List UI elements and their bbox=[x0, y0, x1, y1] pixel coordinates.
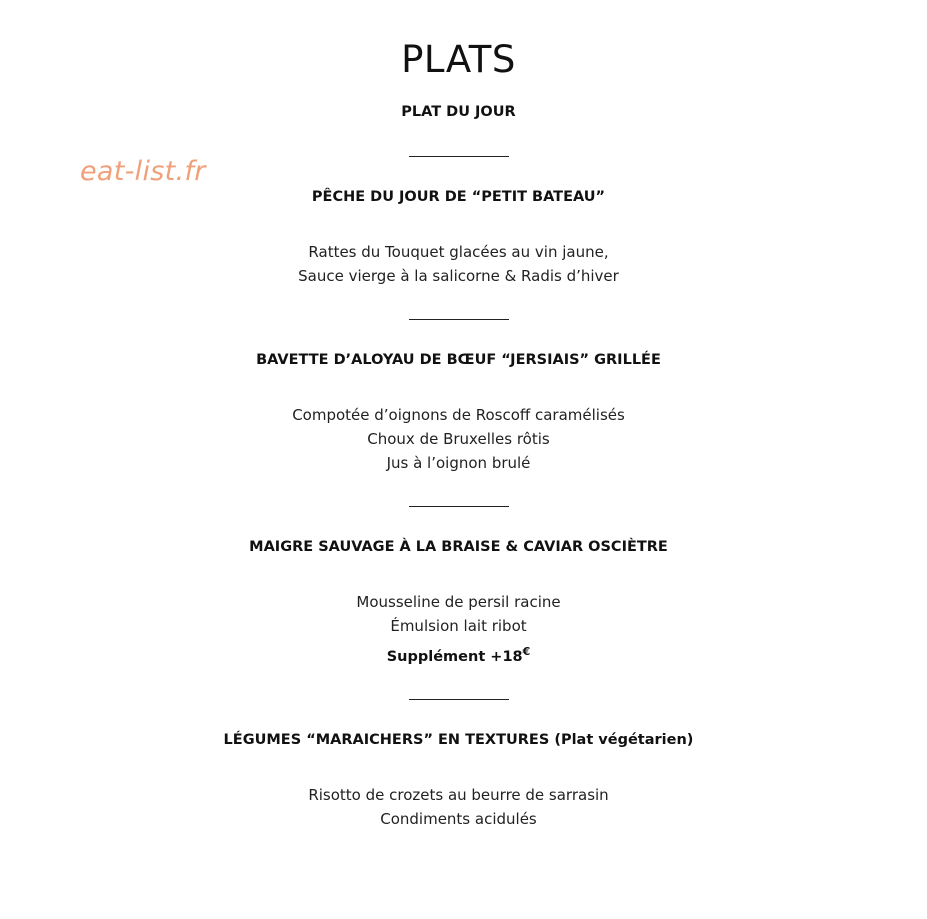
supplement-label: Supplément +18 bbox=[386, 649, 523, 665]
dish-description bbox=[0, 590, 917, 669]
dish-description bbox=[0, 240, 917, 288]
dish-name: LÉGUMES “MARAICHERS” EN TEXTURES (Plat végétarien) bbox=[223, 732, 694, 748]
dish-description-line: Risotto de crozets au beurre de sarrasin bbox=[308, 786, 609, 804]
dish-description-line: Rattes du Touquet glacées au vin jaune, bbox=[308, 243, 609, 261]
dish-description-line: Émulsion lait ribot bbox=[390, 617, 527, 635]
divider bbox=[409, 506, 509, 507]
divider bbox=[409, 699, 509, 700]
dish-description-line: Mousseline de persil racine bbox=[356, 593, 561, 611]
divider bbox=[409, 319, 509, 320]
dish-description bbox=[0, 783, 917, 831]
dish-name: PÊCHE DU JOUR DE “PETIT BATEAU” bbox=[311, 189, 606, 205]
dish-description-line: Condiments acidulés bbox=[380, 810, 537, 828]
dish-description-line: Compotée d’oignons de Roscoff caramélisés bbox=[292, 406, 625, 424]
supplement-price bbox=[0, 640, 917, 669]
dish-name: MAIGRE SAUVAGE À LA BRAISE & CAVIAR OSCIÈTRE bbox=[249, 539, 668, 555]
dish-description bbox=[0, 403, 917, 475]
divider bbox=[409, 156, 509, 157]
dish-name: BAVETTE D’ALOYAU DE BŒUF “JERSIAIS” GRILLÉE bbox=[256, 352, 661, 368]
dish-description-line: Jus à l’oignon brulé bbox=[386, 454, 531, 472]
watermark: eat-list.fr bbox=[80, 156, 206, 187]
dish-description-line: Sauce vierge à la salicorne & Radis d’hiver bbox=[298, 267, 619, 285]
page-title: PLATS bbox=[401, 38, 516, 81]
page-subtitle: PLAT DU JOUR bbox=[401, 104, 516, 120]
currency-symbol: € bbox=[522, 645, 531, 658]
dish-description-line: Choux de Bruxelles rôtis bbox=[367, 430, 550, 448]
